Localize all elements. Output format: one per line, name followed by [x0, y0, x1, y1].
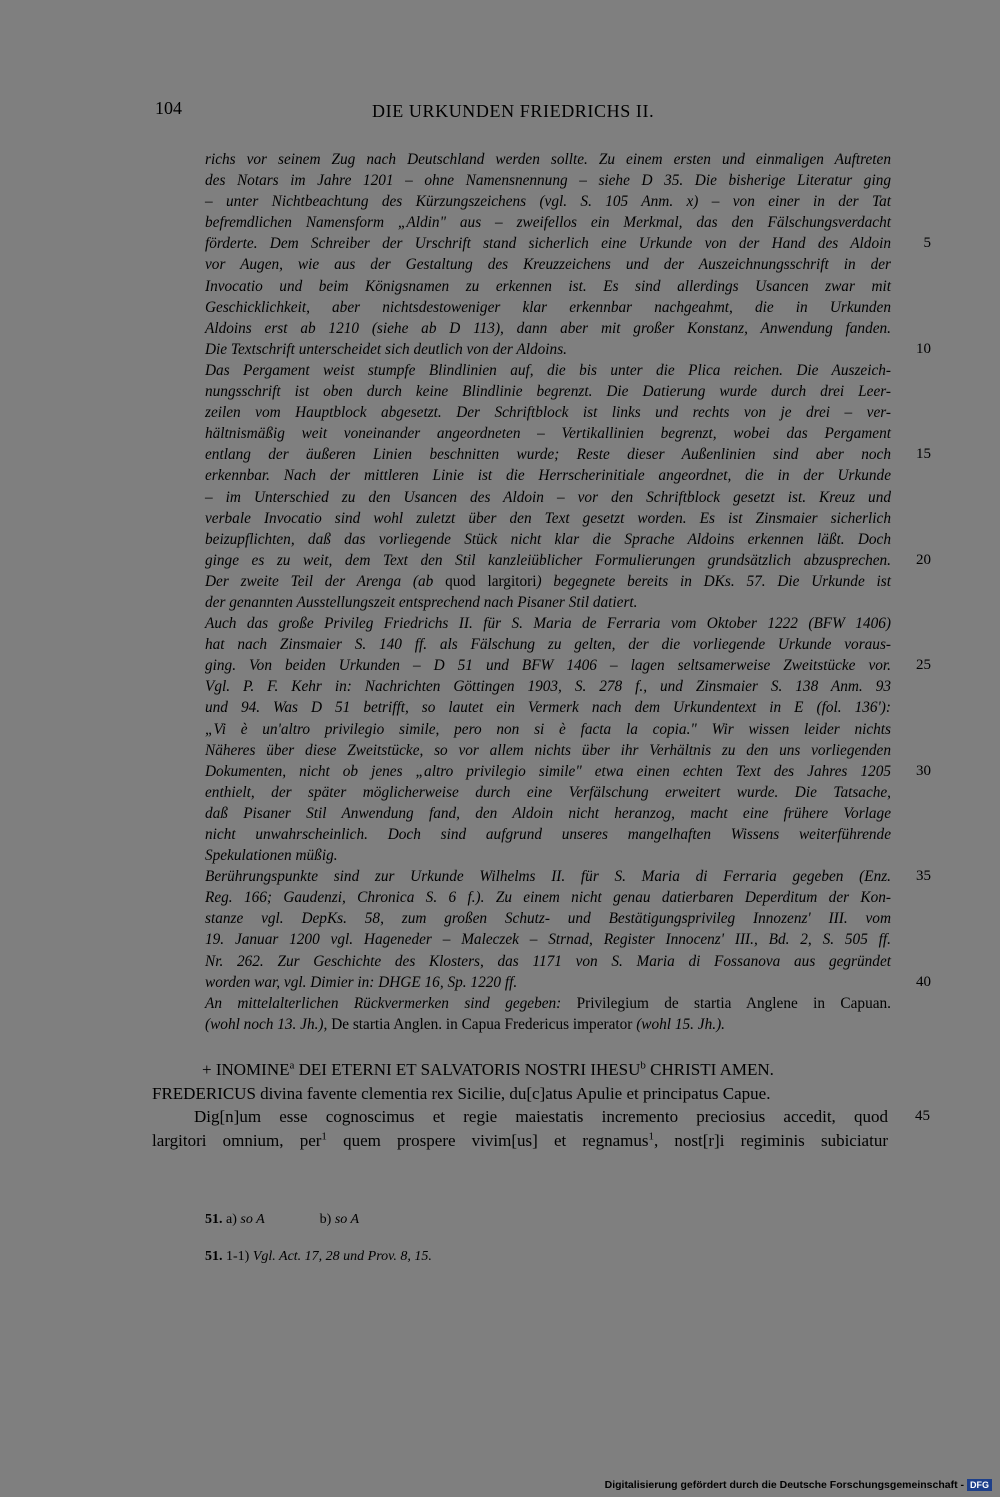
commentary-line-text: und 94. Was D 51 betrifft, so lautet ein Vermerk nach dem Urkundentext in E (fol. 136'):: [205, 699, 891, 717]
document-line: largitori omnium, per$^1$ quem prospere vivim[us] et regnamus$^1$, nost[r]i regiminis subiciatur: [152, 1129, 888, 1150]
commentary-line-text: 19. Januar 1200 vgl. Hageneder – Maleczek – Strnad, Register Innocenz' III., Bd. 2, S. 505 ff.: [205, 931, 891, 949]
line-number: 20: [916, 551, 931, 568]
commentary-line-text: Invocatio und beim Königsnamen zu erkennen ist. Es sind allerdings Usancen zwar mit: [205, 277, 891, 295]
document-line: FREDERICUS divina favente clementia rex Sicilie, du[c]atus Apulie et principatus Capue.: [152, 1083, 771, 1103]
footer-credit: Digitalisierung gefördert durch die Deutsche Forschungsgemeinschaft - DFG: [605, 1479, 992, 1491]
commentary-line-text: enthielt, der später möglicherweise durch eine Verfälschung erweitert wurde. Die Tatsache,: [205, 783, 891, 801]
commentary-line: [205, 993, 891, 1014]
commentary-line-text: nungsschrift ist oben durch keine Blindlinie begrenzt. Die Datierung wurde durch drei Leer-: [205, 383, 891, 401]
commentary-line: [205, 318, 891, 339]
commentary-line-text: vor Augen, wie aus der Gestaltung des Kreuzzeichens und der Auszeichnungsschrift in der: [205, 256, 891, 274]
commentary-line: [205, 655, 931, 676]
commentary-line: [205, 1014, 891, 1035]
commentary-line: [205, 697, 891, 718]
commentary-line-text: Auch das große Privileg Friedrichs II. für S. Maria de Ferraria vom Oktober 1222 (BFW 1406): [205, 615, 891, 633]
commentary-line: [205, 908, 891, 929]
commentary-line-text: Die Textschrift unterscheidet sich deutlich von der Aldoins.: [205, 340, 567, 358]
commentary-line: [205, 972, 931, 993]
line-number: 5: [923, 235, 931, 252]
commentary-line-text: ginge es zu weit, dem Text den Stil kanzleiüblicher Formulierungen grundsätzlich abzusprechen.: [205, 551, 891, 569]
line-number: 15: [916, 446, 931, 463]
commentary-line-text: verbale Invocatio sind wohl zuletzt über den Text gesetzt worden. Es ist Zinsmaier sicherlich: [205, 509, 891, 527]
commentary-line: [205, 276, 891, 297]
page-number: 104: [155, 98, 182, 118]
commentary-line-text: befremdlichen Namensform „Aldin" aus – zweifellos ein Merkmal, das den Fälschungsverdacht: [205, 214, 891, 232]
commentary-line-text: richs vor seinem Zug nach Deutschland werden sollte. Zu einem ersten und einmaligen Auftreten: [205, 151, 891, 168]
commentary-line-text: Das Pergament weist stumpfe Blindlinien auf, die bis unter die Plica reichen. Die Auszeich-: [205, 361, 891, 379]
commentary-line-text: Der zweite Teil der Arenga (ab quod largitori) begegnete bereits in DKs. 57. Die Urkunde ist: [205, 572, 891, 590]
commentary-line-text: stanze vgl. DepKs. 58, zum großen Schutz- und Bestätigungsprivileg Innozenz' III. vom: [205, 910, 891, 928]
commentary-line-text: beizupflichten, daß das vorliegende Stück nicht klar die Sprache Aldoins erkennen läßt. Doch: [205, 530, 891, 548]
commentary-line-text: Berührungspunkte sind zur Urkunde Wilhelms II. für S. Maria di Ferraria gegeben (Enz.: [205, 868, 891, 886]
commentary-line: [205, 465, 891, 486]
commentary-line-text: An mittelalterlichen Rückvermerken sind gegeben: Privilegium de startia Anglene in Capuan.: [205, 994, 891, 1012]
commentary-line-text: Aldoins erst ab 1210 (siehe ab D 113), dann aber mit großer Konstanz, Anwendung fanden.: [205, 319, 891, 337]
commentary-line-text: Reg. 166; Gaudenzi, Chronica S. 6 f.). Zu einem nicht genau datierbaren Deperditum der Kon-: [205, 889, 891, 907]
commentary-line-text: zeilen vom Hauptblock abgesetzt. Der Schriftblock ist links und rechts von je drei – ver-: [205, 404, 891, 422]
source-notes: 51. 1-1) Vgl. Act. 17, 28 und Prov. 8, 15.: [205, 1249, 432, 1264]
dfg-logo: DFG: [967, 1479, 992, 1491]
document-text: [152, 1058, 930, 1152]
commentary-line: [205, 297, 891, 318]
commentary-line: [205, 845, 891, 866]
commentary-line-text: (wohl noch 13. Jh.), De startia Anglen. in Capua Fredericus imperator (wohl 15. Jh.).: [205, 1015, 725, 1033]
line-number: 45: [915, 1108, 930, 1124]
commentary-line: [205, 634, 891, 655]
commentary-line-text: „Vi è un'altro privilegio simile, pero non si è facta la copia." Wir wissen leider nichts: [205, 720, 891, 738]
commentary-line: [205, 360, 891, 381]
commentary-line: [205, 423, 891, 444]
commentary-line: [205, 212, 891, 233]
commentary-line-text: hat nach Zinsmaier S. 140 ff. als Fälschung zu gelten, der die vorliegende Urkunde voraus-: [205, 636, 891, 654]
line-number: 30: [916, 762, 931, 779]
commentary-line-text: ging. Von beiden Urkunden – D 51 und BFW 1406 – lagen seltsamerweise Zweitstücke vor.: [205, 657, 891, 675]
commentary-block: [205, 149, 931, 1035]
commentary-line: [205, 550, 931, 571]
commentary-line: [205, 866, 931, 887]
commentary-line: [205, 803, 891, 824]
commentary-line: [205, 381, 891, 402]
commentary-line-text: des Notars im Jahre 1201 – ohne Namensnennung – siehe D 35. Die bisherige Literatur ging: [205, 172, 891, 190]
commentary-line-text: – im Unterschied zu den Usancen des Aldoin – vor den Schriftblock gesetzt ist. Kreuz und: [205, 488, 891, 506]
line-number: 35: [916, 868, 931, 885]
commentary-line: [205, 254, 891, 275]
commentary-line-text: worden war, vgl. Dimier in: DHGE 16, Sp. 1220 ff.: [205, 973, 518, 991]
commentary-line: [205, 529, 891, 550]
commentary-line: [205, 170, 891, 191]
critical-apparatus: 51. a) so A b) so A: [205, 1212, 360, 1227]
commentary-line: [205, 951, 891, 972]
commentary-line: [205, 339, 931, 360]
line-number: 25: [916, 657, 931, 674]
commentary-line-text: entlang der äußeren Linien beschnitten wurde; Reste dieser Außenlinien sind aber noch: [205, 446, 891, 464]
commentary-line: [205, 719, 891, 740]
commentary-line: [205, 571, 891, 592]
commentary-line-text: nicht unwahrscheinlich. Doch sind aufgrund unseres mangelhaften Wissens weiterführende: [205, 826, 891, 843]
commentary-line-text: Spekulationen müßig.: [205, 847, 338, 865]
commentary-line-text: hältnismäßig weit voneinander angeordneten – Vertikallinien begrenzt, wobei das Pergament: [205, 425, 891, 443]
commentary-line-text: erkennbar. Nach der mittleren Linie ist die Herrscherinitiale angeordnet, die in der Urkunde: [205, 467, 891, 485]
commentary-line: [205, 233, 931, 254]
commentary-line-text: daß Pisaner Stil Anwendung fand, den Aldoin nicht heranzog, macht eine frühere Vorlage: [205, 804, 891, 822]
commentary-line-text: Näheres über diese Zweitstücke, so vor allem nichts über ihr Verhältnis zu den uns vorliegenden: [205, 741, 891, 759]
commentary-line: [205, 487, 891, 508]
commentary-line: [205, 444, 931, 465]
commentary-line: [205, 592, 891, 613]
commentary-line-text: der genannten Ausstellungszeit entsprechend nach Pisaner Stil datiert.: [205, 593, 638, 611]
line-number: 40: [916, 973, 931, 990]
commentary-line: [205, 887, 891, 908]
commentary-line: [205, 191, 891, 212]
running-head: DIE URKUNDEN FRIEDRICHS II.: [372, 101, 655, 121]
document-line: Dig[n]um esse cognoscimus et regie maiestatis incremento preciosius accedit, quod 45: [152, 1105, 888, 1129]
commentary-line-text: – unter Nichtbeachtung des Kürzungszeichens (vgl. S. 105 Anm. x) – von einer in der Tat: [205, 193, 891, 211]
commentary-line-text: Dokumenten, nicht ob jenes „altro privilegio simile" etwa einen echten Text des Jahres 1205: [205, 762, 891, 780]
commentary-line-text: Vgl. P. F. Kehr in: Nachrichten Göttingen 1903, S. 278 f., und Zinsmaier S. 138 Anm. 93: [205, 678, 891, 696]
commentary-line: [205, 613, 891, 634]
commentary-line: [205, 824, 891, 845]
commentary-line: [205, 740, 891, 761]
commentary-line: [205, 929, 891, 950]
commentary-line: [205, 676, 891, 697]
document-line: + $INOMINE^a$ DEI ETERNI ET SALVATORIS NOSTRI IHESU$^b$ CHRISTI AMEN.: [202, 1059, 774, 1079]
commentary-line: [205, 402, 891, 423]
line-number: 10: [916, 340, 931, 357]
commentary-line: [205, 508, 891, 529]
commentary-line: [205, 782, 891, 803]
commentary-line: [205, 761, 931, 782]
commentary-line: [205, 149, 891, 170]
commentary-line-text: förderte. Dem Schreiber der Urschrift stand sicherlich eine Urkunde von der Hand des Aldoin: [205, 235, 891, 253]
commentary-line-text: Nr. 262. Zur Geschichte des Klosters, das 1171 von S. Maria di Fossanova aus gegründet: [205, 952, 891, 970]
commentary-line-text: Geschicklichkeit, aber nichtsdestoweniger klar erkennbar nachgeahmt, die in Urkunden: [205, 298, 891, 316]
